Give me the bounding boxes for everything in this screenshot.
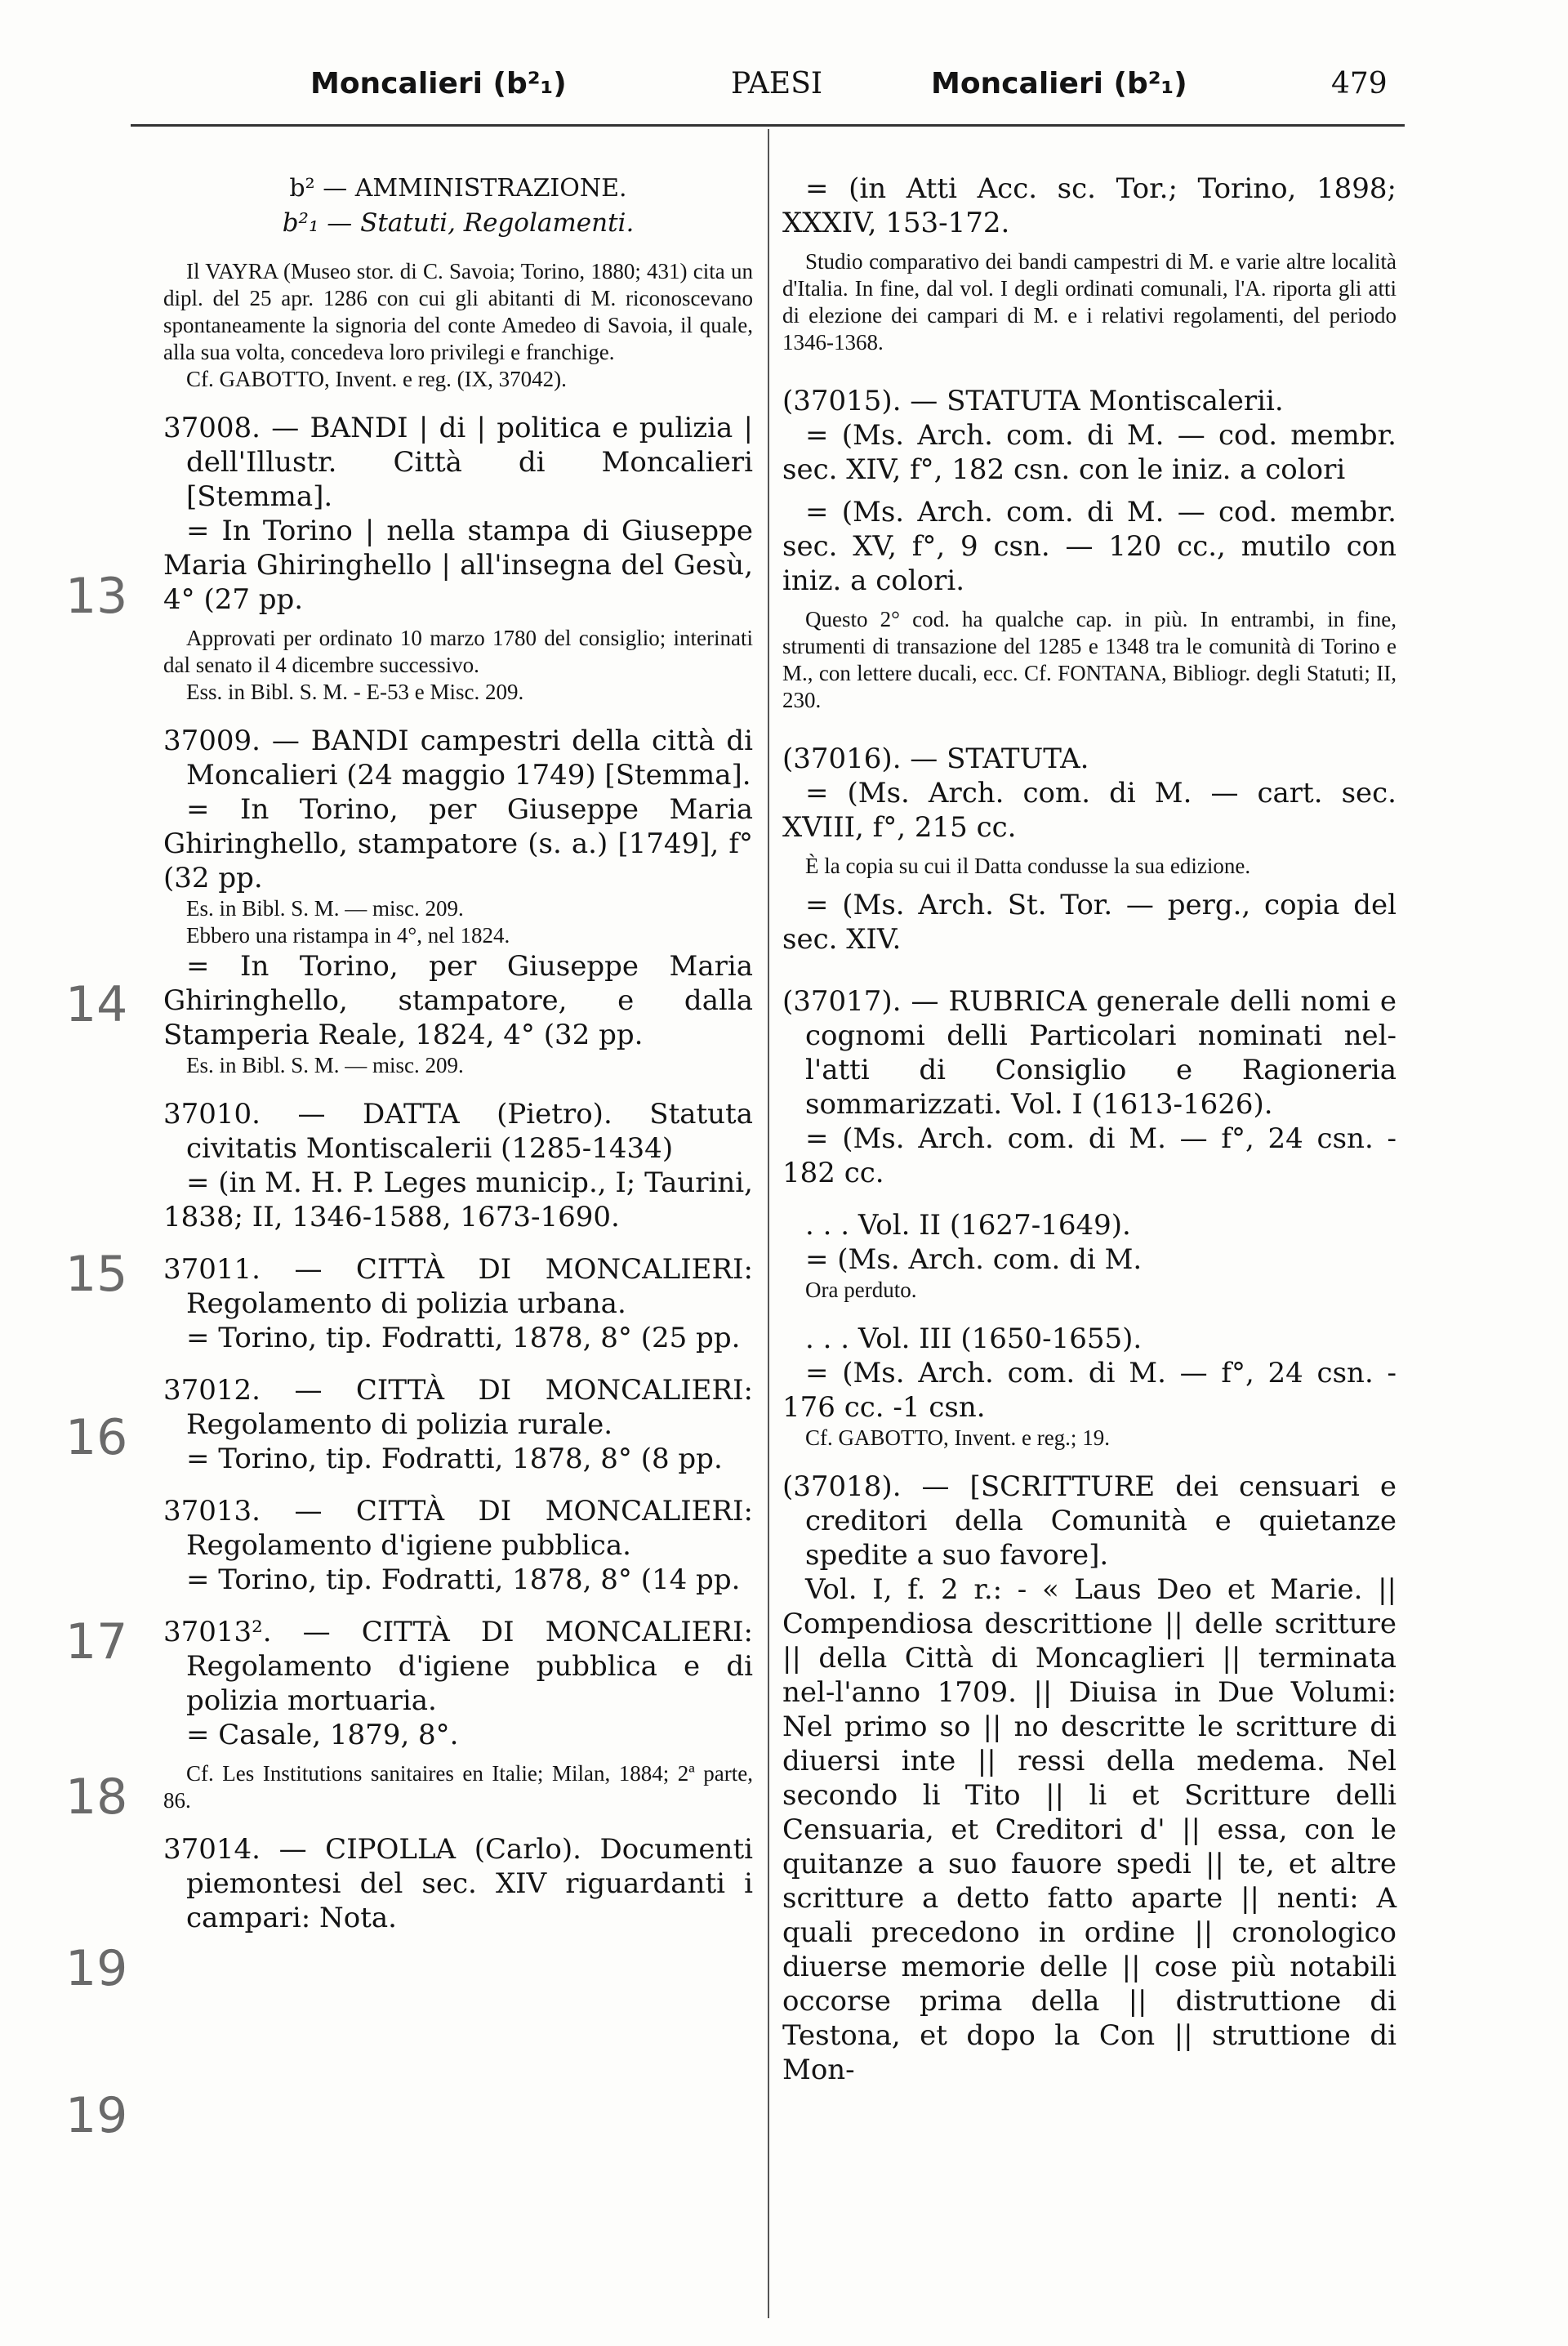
entry-37016-ms-2: = (Ms. Arch. St. Tor. — perg., copia del sec. XIV. <box>782 889 1396 956</box>
entry-37017-ms-3: = (Ms. Arch. com. di M. — f°, 24 csn. - 176 cc. -1 csn. <box>782 1357 1396 1424</box>
entry-37013-imprint: = Torino, tip. Fodratti, 1878, 8° (14 pp. <box>186 1563 741 1596</box>
entry-37013b-reference: Cf. Les Institutions sanitaires en Italie; Milan, 1884; 2ª parte, 86. <box>163 1761 753 1813</box>
entry-37009-note: Ebbero una ristampa in 4°, nel 1824. <box>186 923 510 948</box>
subsection-heading: b²₁ — Statuti, Regolamenti. <box>282 208 635 238</box>
entry-37013b-imprint: = Casale, 1879, 8°. <box>186 1719 459 1751</box>
entry-37008-note: Approvati per ordinato 10 marzo 1780 del consiglio; interinati dal senato il 4 dicembre successivo. <box>163 626 753 677</box>
entry-37012-title: 37012. — CITTÀ DI MONCALIERI: Regolamento di polizia rurale. <box>163 1374 753 1441</box>
entry-37015-note: Questo 2° cod. ha qualche cap. in più. In entrambi, in fine, strumenti di transazione del 1285 e 1348 tra le comunità di Torino e M., con lettere ducali, ecc. Cf. FONTANA, Bibliogr. degli Statuti; II, 230. <box>782 607 1396 712</box>
entry-37017-ms-1: = (Ms. Arch. com. di M. — f°, 24 csn. - 182 cc. <box>782 1122 1396 1189</box>
entry-37017-lost-note: Ora perduto. <box>805 1278 917 1302</box>
entry-37017-vol-3: . . . Vol. III (1650-1655). <box>805 1322 1143 1355</box>
entry-37013-title: 37013. — CITTÀ DI MONCALIERI: Regolamento d'igiene pubblica. <box>163 1495 753 1562</box>
entry-37016-title: (37016). — STATUTA. <box>782 743 1089 775</box>
entry-37009-copies: Es. in Bibl. S. M. — misc. 209. <box>186 896 464 921</box>
entry-37017-ms-2: = (Ms. Arch. com. di M. <box>805 1243 1143 1276</box>
page-number: 479 <box>1331 67 1388 100</box>
entry-37018-title: (37018). — [SCRITTURE dei censuari e creditori della Comunità e quietanze spedite a suo favore]. <box>782 1470 1396 1572</box>
entry-37014-title: 37014. — CIPOLLA (Carlo). Documenti piemontesi del sec. XIV riguardanti i campari: Nota. <box>163 1833 753 1934</box>
margin-note: 16 <box>65 1409 128 1466</box>
margin-note: 13 <box>65 568 128 625</box>
entry-37014-note: Studio comparativo dei bandi campestri di M. e varie altre località d'Italia. In fine, dal vol. I degli ordinati comunali, l'A. riporta gli atti di elezione dei campari di M. e i relativi regolamenti, del periodo 1346-1368. <box>782 249 1396 355</box>
running-header <box>294 57 1396 123</box>
margin-note: 19 <box>65 1940 128 1997</box>
entry-37014-imprint: = (in Atti Acc. sc. Tor.; Torino, 1898; XXXIV, 153-172. <box>782 172 1396 239</box>
reference: Cf. GABOTTO, Invent. e reg. (IX, 37042). <box>186 367 567 391</box>
section-heading: b² — AMMINISTRAZIONE. <box>289 174 627 203</box>
right-column <box>782 172 1396 2087</box>
entry-37009-reprint: = In Torino, per Giuseppe Maria Ghiringhello, stampatore, e dalla Stamperia Reale, 1824, 4° (32 pp. <box>163 950 753 1051</box>
entry-37011-title: 37011. — CITTÀ DI MONCALIERI: Regolamento di polizia urbana. <box>163 1253 753 1320</box>
entry-37009-title: 37009. — BANDI campestri della città di Moncalieri (24 maggio 1749) [Stemma]. <box>163 725 753 792</box>
header-rule <box>131 124 1405 127</box>
margin-note: 19 <box>65 2087 128 2144</box>
entry-37010-imprint: = (in M. H. P. Leges municip., I; Taurini, 1838; II, 1346-1588, 1673-1690. <box>163 1166 753 1233</box>
entry-37017-vol-2: . . . Vol. II (1627-1649). <box>805 1209 1131 1242</box>
left-column <box>163 172 753 1935</box>
entry-37010-title: 37010. — DATTA (Pietro). Statuta civitatis Montiscalerii (1285-1434) <box>163 1098 753 1165</box>
margin-note: 18 <box>65 1768 128 1826</box>
entry-37009-reprint-copies: Es. in Bibl. S. M. — misc. 209. <box>186 1053 464 1077</box>
margin-note: 17 <box>65 1613 128 1670</box>
header-center: PAESI <box>731 67 823 100</box>
entry-37008-copies: Ess. in Bibl. S. M. - E-53 e Misc. 209. <box>186 680 524 704</box>
entry-37008-title: 37008. — BANDI | di | politica e pulizia | dell'Illustr. Città di Moncalieri [Stemma]. <box>163 412 753 513</box>
entry-37016-note: È la copia su cui il Datta condusse la sua edizione. <box>805 854 1251 878</box>
entry-37018-transcription: Vol. I, f. 2 r.: - « Laus Deo et Marie. || Compendiosa descrittione || delle scritture || della Città di Moncaglieri || terminata nel-l'anno 1709. || Diuisa in Due Volumi: Nel primo so || no descritte le scritture di diuersi inte || ressi della medema. Nel secondo li Tito || li et Scritture delli Censuaria, et Creditori d' || essa, con le quitanze a suo fauore spedi || te, et altre scritture a detto fatto aparte || nenti: A quali precedono in ordine || cronologico diuerse memorie delle || cose più notabili occorse prima della || distruttione di Testona, et dopo la Con || struttione di Mon- <box>782 1573 1396 2086</box>
entry-37016-ms-1: = (Ms. Arch. com. di M. — cart. sec. XVIII, f°, 215 cc. <box>782 777 1396 844</box>
column-divider <box>768 129 769 2318</box>
entry-37009-imprint: = In Torino, per Giuseppe Maria Ghiringhello, stampatore (s. a.) [1749], f° (32 pp. <box>163 793 753 894</box>
entry-37015-ms-2: = (Ms. Arch. com. di M. — cod. membr. sec. XV, f°, 9 csn. — 120 cc., mutilo con iniz. a colori. <box>782 496 1396 597</box>
entry-37017-title: (37017). — RUBRICA generale delli nomi e cognomi delli Particolari nominati nel-l'atti di Consiglio e Ragioneria sommarizzati. Vol. I (1613-1626). <box>782 985 1396 1121</box>
margin-note: 14 <box>65 976 128 1033</box>
entry-37015-ms-1: = (Ms. Arch. com. di M. — cod. membr. sec. XIV, f°, 182 csn. con le iniz. a colori <box>782 419 1396 486</box>
entry-37011-imprint: = Torino, tip. Fodratti, 1878, 8° (25 pp. <box>186 1322 741 1354</box>
intro-note: Il VAYRA (Museo stor. di C. Savoia; Torino, 1880; 431) cita un dipl. del 25 apr. 1286 con cui gli abitanti di M. riconoscevano spontaneamente la signoria del conte Amedeo di Savoia, il quale, alla sua volta, concedeva loro privilegi e franchige. <box>163 259 753 364</box>
entry-37017-reference: Cf. GABOTTO, Invent. e reg.; 19. <box>805 1425 1110 1450</box>
entry-37015-title: (37015). — STATUTA Montiscalerii. <box>782 385 1284 417</box>
margin-note: 15 <box>65 1246 128 1303</box>
entry-37008-imprint: = In Torino | nella stampa di Giuseppe Maria Ghiringhello | all'insegna del Gesù, 4° (27 pp. <box>163 515 753 616</box>
header-left: Moncalieri (b²₁) <box>310 67 567 100</box>
entry-37012-imprint: = Torino, tip. Fodratti, 1878, 8° (8 pp. <box>186 1443 723 1475</box>
header-right: Moncalieri (b²₁) <box>931 67 1187 100</box>
entry-37013b-title: 37013². — CITTÀ DI MONCALIERI: Regolamento d'igiene pubblica e di polizia mortuaria. <box>163 1616 753 1717</box>
